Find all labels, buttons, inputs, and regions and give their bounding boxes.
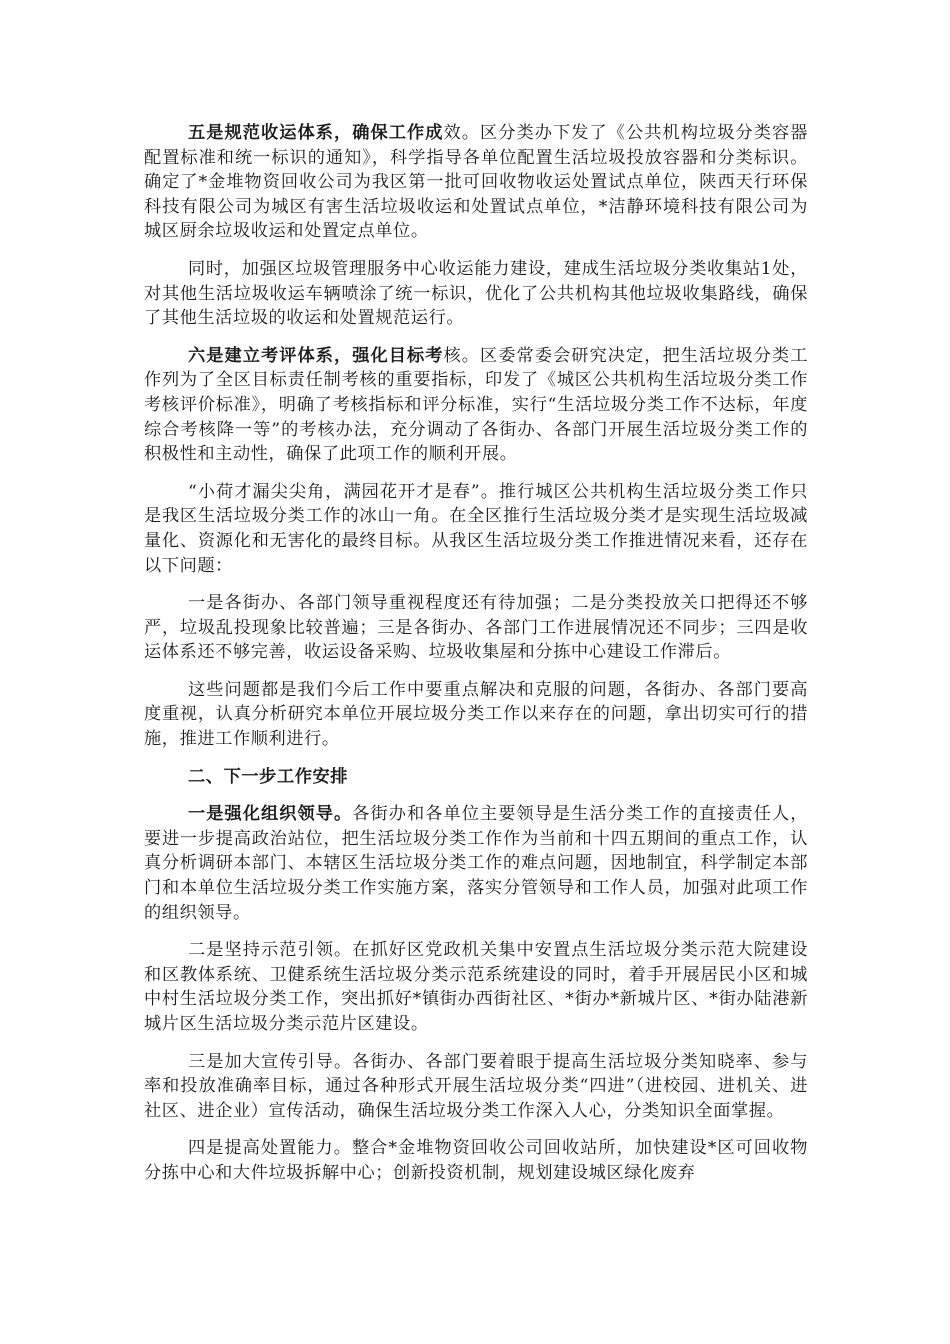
paragraph-lead: 一是强化组织领导。: [188, 804, 353, 825]
paragraph-text: 四是提高处置能力。整合*金堆物资回收公司回收站所，加快建设*区可回收物分拣中心和大件垃圾拆解中心；创新投资机制，规划建设城区绿化废弃: [144, 1138, 808, 1183]
paragraph-text: “小荷才漏尖尖角，满园花开才是春”。推行城区公共机构生活垃圾分类工作只是我区生活垃圾分类工作的冰山一角。在全区推行生活垃圾分类才是实现生活垃圾减量化、资源化和无害化的最终目标。从我区生活垃圾分类工作推进情况来看，还存在以下问题：: [144, 481, 808, 576]
paragraph-problems-intro: [144, 480, 808, 578]
paragraph-text: 这些问题都是我们今后工作中要重点解决和克服的问题，各街办、各部门要高度重视，认真分析研究本单位开展垃圾分类工作以来存在的问题，拿出切实可行的措施，推进工作顺利进行。: [144, 679, 808, 750]
paragraph-collection-capacity: [144, 257, 808, 331]
paragraph-plan-disposal: [144, 1136, 808, 1185]
paragraph-text: 三是加大宣传引导。各街办、各部门要着眼于提高生活垃圾分类知晓率、参与率和投放准确率目标，通过各种形式开展生活垃圾分类“四进”（进校园、进机关、进社区、进企业）宣传活动，确保生活垃圾分类工作深入人心，分类知识全面掌握。: [144, 1051, 808, 1121]
paragraph-text: 核。区委常委会研究决定，把生活垃圾分类工作列为了全区目标责任制考核的重要指标，印发了《城区公共机构生活垃圾分类工作考核评价标准》，明确了考核指标和评分标准，实行“生活垃圾分类工作不达标，年度综合考核降一等”的考核办法，充分调动了各街办、各部门开展生活垃圾分类工作的积极性和主动性，确保了此项工作的顺利开展。: [144, 345, 808, 465]
paragraph-evaluation-system: [144, 344, 808, 467]
paragraph-lead: 六是建立考评体系，强化目标考: [188, 345, 444, 366]
paragraph-plan-demonstration: [144, 938, 808, 1036]
paragraph-text: 同时，加强区垃圾管理服务中心收运能力建设，建成生活垃圾分类收集站1处，对其他生活垃圾收运车辆喷涂了统一标识，优化了公共机构其他垃圾收集路线，确保了其他生活垃圾的收运和处置规范运行。: [144, 258, 808, 329]
paragraph-text: 一是各街办、各部门领导重视程度还有待加强；二是分类投放关口把得还不够严，垃圾乱投现象比较普遍；三是各街办、各部门工作进展情况还不同步；三四是收运体系还不够完善，收运设备采购、垃圾收集屋和分拣中心建设工作滞后。: [144, 593, 808, 663]
document-page: [144, 121, 808, 1199]
section-heading: 二、下一步工作安排: [188, 766, 349, 787]
paragraph-text: 二是坚持示范引领。在抓好区党政机关集中安置点生活垃圾分类示范大院建设和区教体系统、卫健系统生活垃圾分类示范系统建设的同时，着手开展居民小区和城中村生活垃圾分类工作，突出抓好*镇街办西街社区、*街办*新城片区、*街办陆港新城片区生活垃圾分类示范片区建设。: [144, 940, 808, 1034]
paragraph-plan-leadership: [144, 802, 808, 925]
paragraph-lead: 五是规范收运体系，确保工作成: [188, 123, 444, 143]
paragraph-text: 效。区分类办下发了《公共机构垃圾分类容器配置标准和统一标识的通知》，科学指导各单位配置生活垃圾投放容器和分类标识。确定了*金堆物资回收公司为我区第一批可回收物收运处置试点单位，陕西天行环保科技有限公司为城区有害生活垃圾收运和处置试点单位，*洁静环境科技有限公司为城区厨余垃圾收运和处置定点单位。: [144, 123, 808, 242]
paragraph-text: 各街办和各单位主要领导是生活分类工作的直接责任人，要进一步提高政治站位，把生活垃圾分类工作作为当前和十四五期间的重点工作，认真分析调研本部门、本辖区生活垃圾分类工作的难点问题，因地制宜，科学制定本部门和本单位生活垃圾分类工作实施方案，落实分管领导和工作人员，加强对此项工作的组织领导。: [144, 804, 808, 923]
paragraph-collection-system: [144, 121, 808, 244]
paragraph-problems-conclusion: [144, 678, 808, 752]
paragraph-problems-list: [144, 591, 808, 665]
paragraph-plan-publicity: [144, 1050, 808, 1124]
